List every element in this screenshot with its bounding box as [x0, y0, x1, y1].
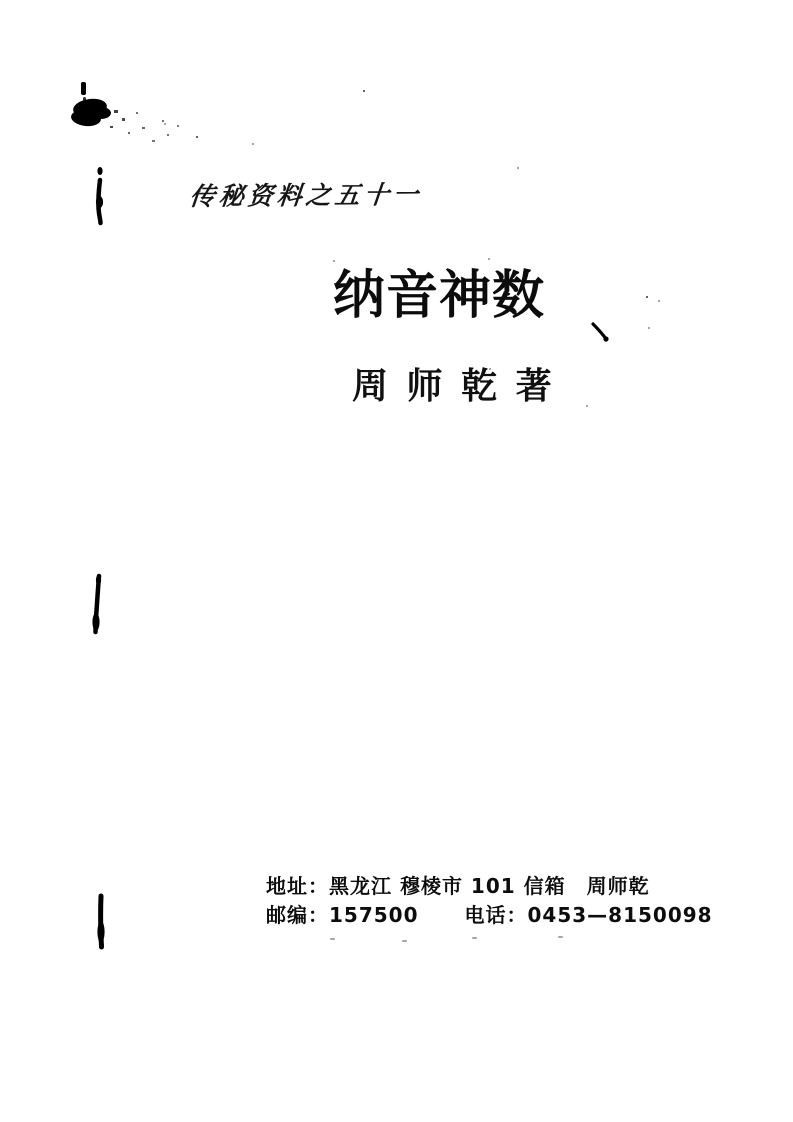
scan-speck — [648, 327, 650, 329]
author-line: 周 师 乾 著 — [352, 365, 555, 407]
scan-speck — [196, 136, 198, 138]
pen-stroke-artifact — [588, 320, 614, 348]
address-line: 地址：黑龙江 穆棱市 101 信箱 周师乾 — [266, 874, 650, 898]
postal-phone-line — [266, 901, 713, 930]
scan-speck — [330, 938, 335, 940]
scan-speck — [164, 123, 166, 125]
scan-speck — [558, 936, 563, 938]
scan-speck — [517, 167, 519, 169]
scan-speck — [472, 937, 477, 939]
scan-speck — [363, 90, 365, 92]
phone-number: 电话：0453—8150098 — [464, 903, 713, 927]
binding-mark-artifact — [90, 572, 106, 638]
scan-speck — [658, 300, 660, 302]
book-title: 纳音神数 — [333, 265, 546, 326]
scan-speck — [586, 405, 588, 407]
binding-mark-artifact — [92, 166, 108, 228]
series-label: 传秘资料之五十一 — [188, 179, 424, 212]
scan-speck — [333, 260, 335, 262]
scan-speck — [402, 940, 407, 942]
contact-block — [266, 872, 713, 930]
scan-speck — [646, 296, 648, 298]
binding-mark-artifact — [94, 892, 110, 952]
postal-code: 邮编：157500 — [266, 903, 419, 927]
scan-speck — [252, 143, 254, 145]
scan-speck — [488, 258, 490, 260]
ink-smudge-artifact — [66, 78, 196, 153]
